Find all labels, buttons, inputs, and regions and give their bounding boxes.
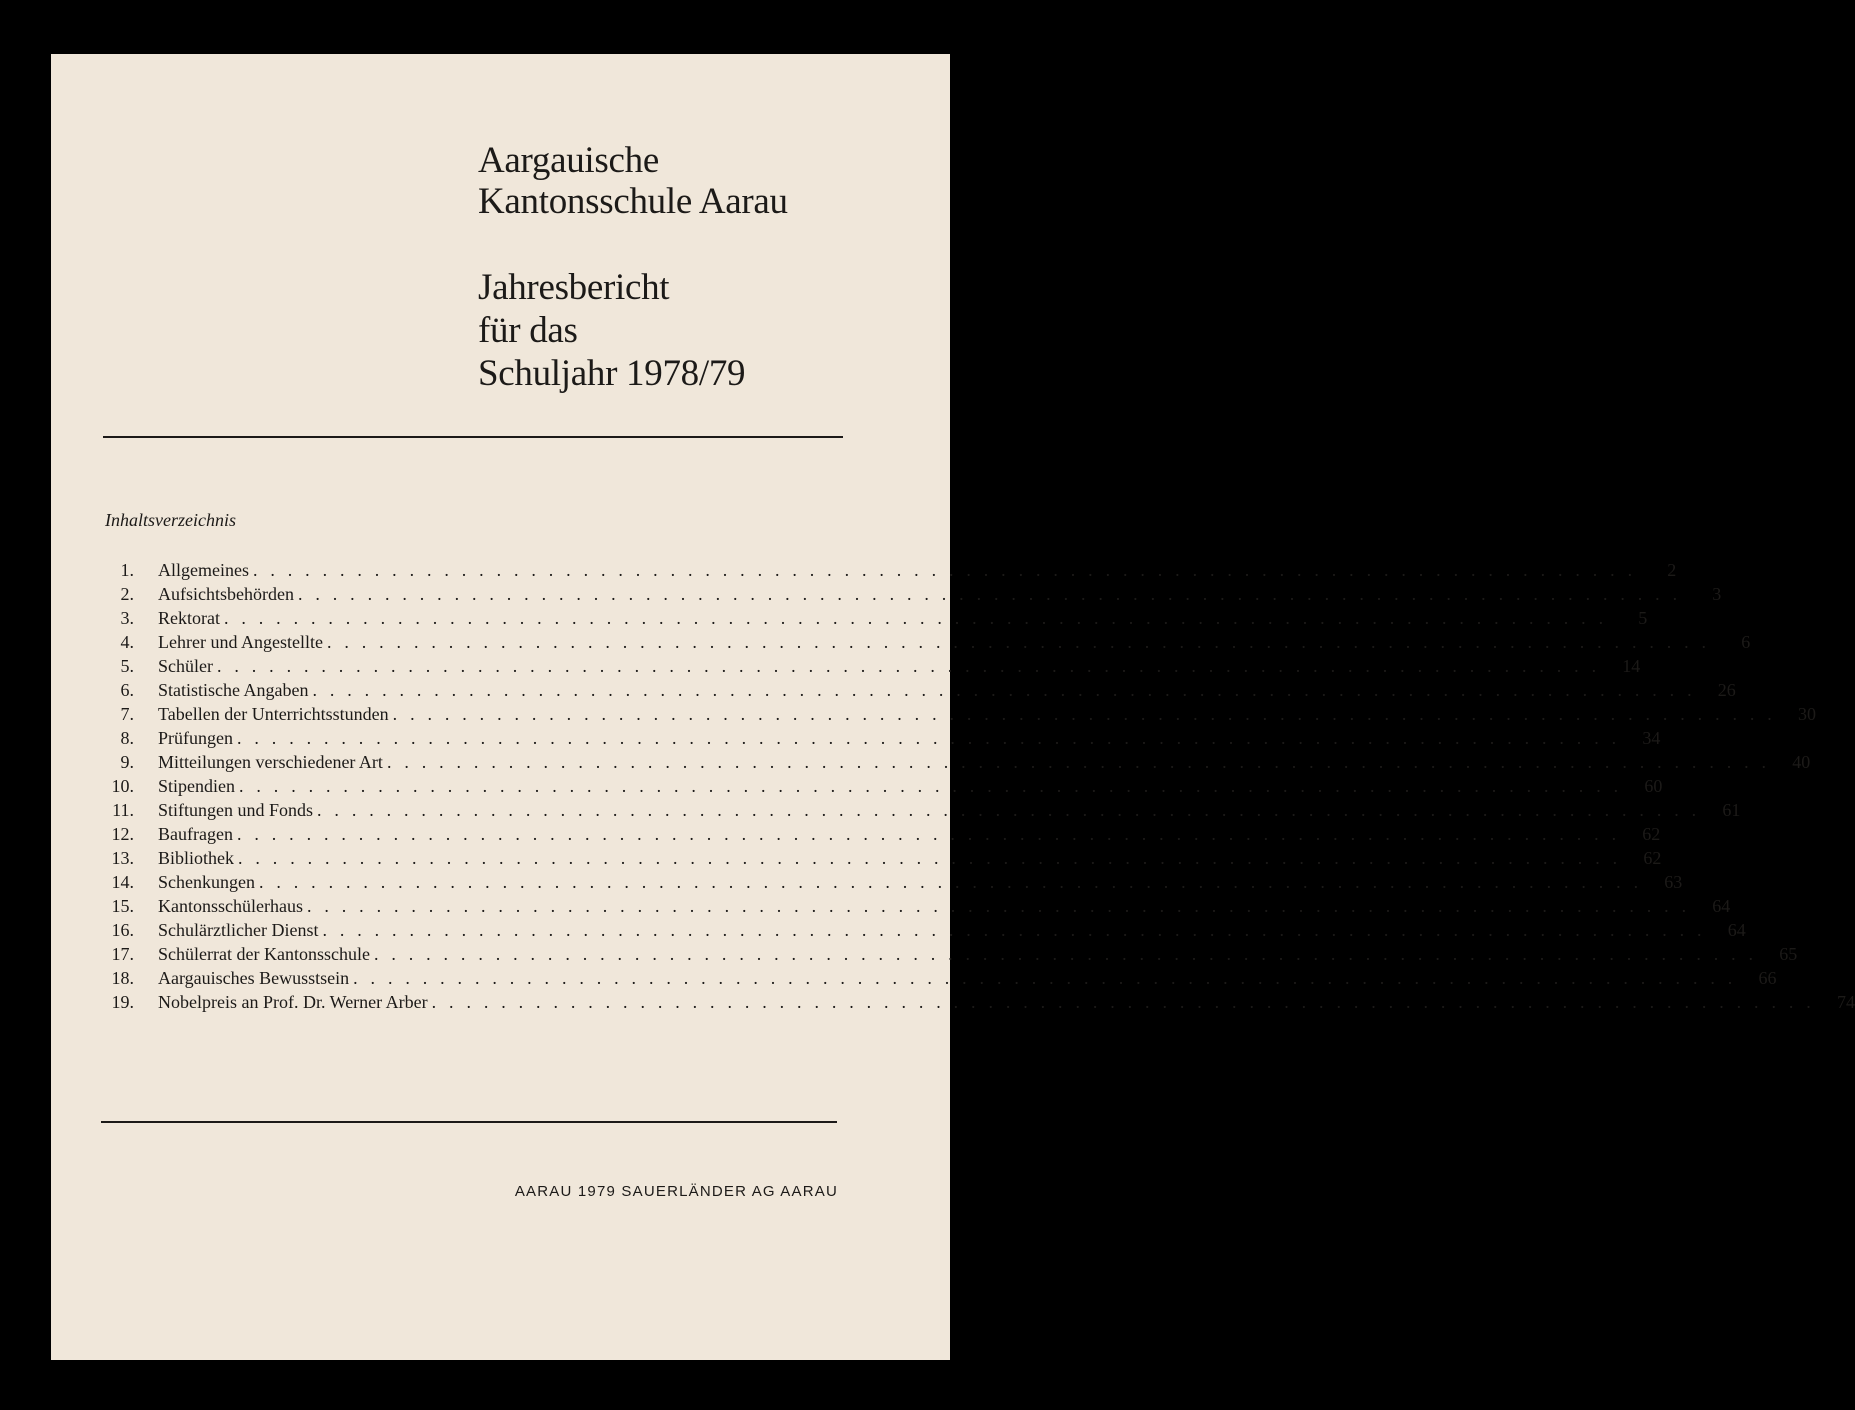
toc-entry-number: 13. xyxy=(111,848,134,868)
toc-dot-leader: . . . . . . . . . . . . . . . . . . . . . . . . . . . . . . . . . . . . . . . . . . . . . . . . . . . . . . . . . . . . . . . . . . . . . . . . . . . . . . . . xyxy=(223,608,1608,628)
top-divider xyxy=(103,436,843,438)
toc-entry-number: 15. xyxy=(111,896,134,916)
toc-entry-page: 30 xyxy=(1797,704,1816,724)
toc-entry-title: Stiftungen und Fonds xyxy=(158,800,314,820)
toc-dot-leader: . . . . . . . . . . . . . . . . . . . . . . . . . . . . . . . . . . . . . . . . . . . . . . . . . . . . . . . . . . . . . . . . . . . . . . . . . . . . . . . . xyxy=(312,680,1696,700)
toc-entry-title: Baufragen xyxy=(158,824,233,844)
toc-dot-leader: . . . . . . . . . . . . . . . . . . . . . . . . . . . . . . . . . . . . . . . . . . . . . . . . . . . . . . . . . . . . . . . . . . . . . . . . . . . . . . . . xyxy=(431,992,1815,1012)
toc-dot-leader: . . . . . . . . . . . . . . . . . . . . . . . . . . . . . . . . . . . . . . . . . . . . . . . . . . . . . . . . . . . . . . . . . . . . . . . . . . . . . . . . xyxy=(238,848,1622,868)
toc-entry-title: Statistische Angaben xyxy=(158,680,309,700)
toc-entry-page: 34 xyxy=(1642,728,1661,748)
toc-entry-title: Rektorat xyxy=(158,608,220,628)
toc-entry-title: Schenkungen xyxy=(158,872,255,892)
toc-entry xyxy=(91,822,1661,846)
toc-entry-title: Lehrer und Angestellte xyxy=(158,632,323,652)
toc-entry xyxy=(91,750,1811,774)
toc-entry-title: Aufsichtsbehörden xyxy=(158,584,294,604)
toc-entry-title: Schüler xyxy=(158,656,213,676)
toc-entry-number: 11. xyxy=(112,800,134,820)
toc-entry xyxy=(91,894,1731,918)
toc-entry-page: 64 xyxy=(1727,920,1746,940)
toc-entry-number: 14. xyxy=(111,872,134,892)
toc-dot-leader: . . . . . . . . . . . . . . . . . . . . . . . . . . . . . . . . . . . . . . . . . . . . . . . . . . . . . . . . . . . . . . . . . . . . . . . . . . . . . . . . xyxy=(353,968,1737,988)
toc-dot-leader: . . . . . . . . . . . . . . . . . . . . . . . . . . . . . . . . . . . . . . . . . . . . . . . . . . . . . . . . . . . . . . . . . . . . . . . . . . . . . . . . xyxy=(258,872,1643,892)
toc-entry-title: Allgemeines xyxy=(158,560,249,580)
toc-entry-number: 10. xyxy=(111,776,134,796)
toc-entry xyxy=(91,774,1663,798)
toc-entry-number: 9. xyxy=(120,752,134,772)
toc-entry xyxy=(91,798,1741,822)
toc-entry-number: 8. xyxy=(120,728,134,748)
toc-dot-leader: . . . . . . . . . . . . . . . . . . . . . . . . . . . . . . . . . . . . . . . . . . . . . . . . . . . . . . . . . . . . . . . . . . . . . . . . . . . . . . . . xyxy=(237,728,1621,748)
toc-entry-number: 18. xyxy=(111,968,134,988)
toc-entry-title: Prüfungen xyxy=(158,728,233,748)
toc-entry-page: 74 xyxy=(1836,992,1855,1012)
report-title-line: Schuljahr 1978/79 xyxy=(478,353,746,394)
toc-entry-title: Schülerrat der Kantonsschule xyxy=(158,944,370,964)
toc-dot-leader: . . . . . . . . . . . . . . . . . . . . . . . . . . . . . . . . . . . . . . . . . . . . . . . . . . . . . . . . . . . . . . . . . . . . . . . . . . . . . . . . xyxy=(326,632,1711,652)
toc-dot-leader: . . . . . . . . . . . . . . . . . . . . . . . . . . . . . . . . . . . . . . . . . . . . . . . . . . . . . . . . . . . . . . . . . . . . . . . . . . . . . . . . xyxy=(216,656,1601,676)
toc-dot-leader: . . . . . . . . . . . . . . . . . . . . . . . . . . . . . . . . . . . . . . . . . . . . . . . . . . . . . . . . . . . . . . . . . . . . . . . . . . . . . . . . xyxy=(317,800,1701,820)
school-name xyxy=(478,140,788,222)
toc-entry-page: 2 xyxy=(1667,560,1677,580)
toc-dot-leader: . . . . . . . . . . . . . . . . . . . . . . . . . . . . . . . . . . . . . . . . . . . . . . . . . . . . . . . . . . . . . . . . . . . . . . . . . . . . . . . . xyxy=(239,776,1623,796)
toc-entry-page: 62 xyxy=(1642,824,1661,844)
toc-entry-page: 3 xyxy=(1712,584,1722,604)
table-of-contents xyxy=(91,558,1855,1014)
toc-entry-page: 65 xyxy=(1779,944,1798,964)
toc-entry xyxy=(91,678,1736,702)
toc-dot-leader: . . . . . . . . . . . . . . . . . . . . . . . . . . . . . . . . . . . . . . . . . . . . . . . . . . . . . . . . . . . . . . . . . . . . . . . . . . . . . . . . xyxy=(297,584,1682,604)
toc-entry xyxy=(91,558,1677,582)
toc-entry-number: 2. xyxy=(120,584,134,604)
toc-entry-number: 6. xyxy=(120,680,134,700)
toc-dot-leader: . . . . . . . . . . . . . . . . . . . . . . . . . . . . . . . . . . . . . . . . . . . . . . . . . . . . . . . . . . . . . . . . . . . . . . . . . . . . . . . . xyxy=(236,824,1621,844)
toc-entry xyxy=(91,990,1855,1014)
toc-entry-title: Mitteilungen verschiedener Art xyxy=(158,752,383,772)
toc-dot-leader: . . . . . . . . . . . . . . . . . . . . . . . . . . . . . . . . . . . . . . . . . . . . . . . . . . . . . . . . . . . . . . . . . . . . . . . . . . . . . . . . xyxy=(306,896,1691,916)
toc-entry-number: 19. xyxy=(111,992,134,1012)
toc-entry xyxy=(91,630,1751,654)
report-title-line: für das xyxy=(478,310,578,351)
toc-entry-title: Bibliothek xyxy=(158,848,234,868)
toc-entry-number: 1. xyxy=(120,560,134,580)
toc-entry-number: 5. xyxy=(120,656,134,676)
toc-dot-leader: . . . . . . . . . . . . . . . . . . . . . . . . . . . . . . . . . . . . . . . . . . . . . . . . . . . . . . . . . . . . . . . . . . . . . . . . . . . . . . . . xyxy=(373,944,1758,964)
toc-entry-title: Aargauisches Bewusstsein xyxy=(158,968,350,988)
toc-entry-number: 16. xyxy=(111,920,134,940)
bottom-divider xyxy=(101,1121,837,1123)
school-name-line: Aargauische xyxy=(478,140,659,181)
toc-entry-page: 40 xyxy=(1792,752,1811,772)
toc-entry xyxy=(91,702,1816,726)
toc-heading: Inhaltsverzeichnis xyxy=(105,510,236,530)
toc-entry xyxy=(91,654,1641,678)
toc-dot-leader: . . . . . . . . . . . . . . . . . . . . . . . . . . . . . . . . . . . . . . . . . . . . . . . . . . . . . . . . . . . . . . . . . . . . . . . . . . . . . . . . xyxy=(322,920,1706,940)
toc-dot-leader: . . . . . . . . . . . . . . . . . . . . . . . . . . . . . . . . . . . . . . . . . . . . . . . . . . . . . . . . . . . . . . . . . . . . . . . . . . . . . . . . xyxy=(392,704,1776,724)
toc-entry xyxy=(91,870,1683,894)
toc-entry-page: 60 xyxy=(1644,776,1663,796)
toc-entry-page: 26 xyxy=(1717,680,1736,700)
toc-entry-page: 62 xyxy=(1643,848,1662,868)
toc-entry-number: 3. xyxy=(120,608,134,628)
toc-entry-number: 7. xyxy=(120,704,134,724)
toc-entry-page: 64 xyxy=(1712,896,1731,916)
toc-dot-leader: . . . . . . . . . . . . . . . . . . . . . . . . . . . . . . . . . . . . . . . . . . . . . . . . . . . . . . . . . . . . . . . . . . . . . . . . . . . . . . . . xyxy=(386,752,1771,772)
document-page xyxy=(51,54,1855,1360)
toc-entry-page: 61 xyxy=(1722,800,1741,820)
toc-entry-page: 5 xyxy=(1638,608,1648,628)
toc-entry-title: Kantonsschülerhaus xyxy=(158,896,303,916)
toc-entry xyxy=(91,846,1662,870)
school-name-line: Kantonsschule Aarau xyxy=(478,181,788,222)
toc-entry-title: Stipendien xyxy=(158,776,235,796)
toc-entry xyxy=(91,606,1648,630)
toc-entry-number: 12. xyxy=(111,824,134,844)
toc-entry xyxy=(91,726,1661,750)
report-title xyxy=(478,266,745,395)
toc-entry-title: Nobelpreis an Prof. Dr. Werner Arber xyxy=(158,992,428,1012)
toc-entry-page: 14 xyxy=(1622,656,1641,676)
toc-entry-page: 63 xyxy=(1664,872,1683,892)
toc-entry-page: 6 xyxy=(1741,632,1751,652)
publisher-imprint: AARAU 1979 SAUERLÄNDER AG AARAU xyxy=(514,1183,838,1200)
toc-entry-title: Schulärztlicher Dienst xyxy=(158,920,319,940)
toc-dot-leader: . . . . . . . . . . . . . . . . . . . . . . . . . . . . . . . . . . . . . . . . . . . . . . . . . . . . . . . . . . . . . . . . . . . . . . . . . . . . . . . . xyxy=(252,560,1637,580)
toc-entry xyxy=(91,582,1722,606)
toc-entry xyxy=(91,942,1798,966)
toc-entry-page: 66 xyxy=(1758,968,1777,988)
toc-entry xyxy=(91,966,1777,990)
toc-entry-title: Tabellen der Unterrichtsstunden xyxy=(158,704,389,724)
report-title-line: Jahresbericht xyxy=(478,267,670,308)
toc-entry-number: 4. xyxy=(120,632,134,652)
toc-entry-number: 17. xyxy=(111,944,134,964)
toc-entry xyxy=(91,918,1746,942)
